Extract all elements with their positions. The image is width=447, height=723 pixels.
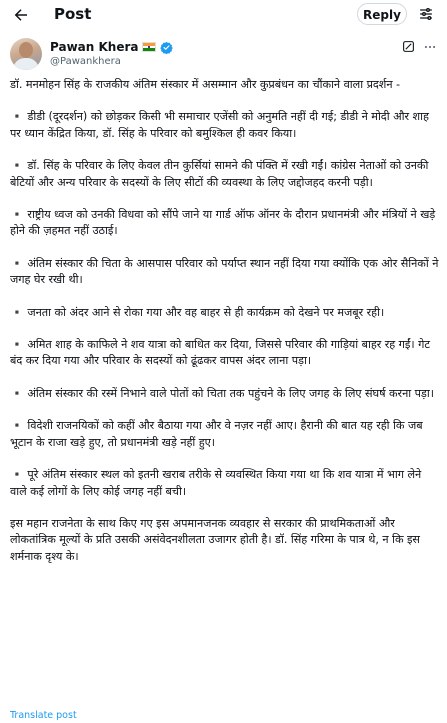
translate-post-link[interactable]: Translate post [10,710,77,721]
post-paragraph: ▪️ जनता को अंदर आने से रोका गया और वह बाहर से ही कार्यक्रम को देखने पर मजबूर रही। [10,305,385,319]
india-flag-icon [142,42,156,52]
sliders-icon[interactable] [418,6,434,22]
arrow-left-icon[interactable] [12,6,30,24]
post-paragraph: ▪️ विदेशी राजनयिकों को कहीं और बैठाया गया और वे नज़र नहीं आए। हैरानी की बात यह रही कि जब भूटान के राजा खड़े हुए, तो प्रधानमंत्री खड़े नहीं हुए। [10,419,427,449]
author-name-row [50,39,173,55]
post-paragraph: ▪️ डॉ. सिंह के परिवार के लिए केवल तीन कुर्सियां सामने की पंक्ति में रखी गईं। कांग्रेस नेताओं को उनकी बेटियों और अन्य परिवार के सदस्यों के लिए सीटों की व्यवस्था के लिए जद्दोजहद करनी पड़ी। [10,159,432,189]
post-text [10,77,440,565]
grok-icon[interactable] [402,40,415,53]
verified-icon[interactable] [160,41,173,54]
post-paragraph: ▪️ पूरे अंतिम संस्कार स्थल को इतनी खराब तरीके से व्यवस्थित किया गया था कि शव यात्रा में भाग लेने वाले कई लोगों के लिए कोई जगह नहीं बची। [10,468,425,498]
reply-button[interactable]: Reply [357,3,407,25]
post-paragraph: ▪️ अंतिम संस्कार की रस्में निभाने वाले पोतों को चिता तक पहुंचने के लिए जगह के लिए संघर्ष करना पड़ा। [10,386,434,400]
post-paragraph: ▪️ डीडी (दूरदर्शन) को छोड़कर किसी भी समाचार एजेंसी को अनुमति नहीं दी गई; डीडी ने मोदी और शाह पर ध्यान केंद्रित किया, डॉ. सिंह के परिवार को बमुश्किल ही कवर किया। [10,110,433,140]
author-display-name[interactable]: Pawan Khera [50,40,139,54]
post-paragraph: ▪️ राष्ट्रीय ध्वज को उनकी विधवा को सौंपे जाने या गार्ड ऑफ ऑनर के दौरान प्रधानमंत्री और मंत्रियों ने खड़े होने की ज़हमत नहीं उठाई। [10,208,439,238]
post-paragraph: ▪️ अमित शाह के काफिले ने शव यात्रा को बाधित कर दिया, जिससे परिवार की गाड़ियां बाहर रह गईं। गेट बंद कर दिया गया और परिवार के सदस्यों को ढूंढकर वापस अंदर लाना पड़ा। [10,338,434,368]
post-author-header [0,34,447,74]
page-title: Post [54,5,92,23]
post-paragraph: इस महान राजनेता के साथ किए गए इस अपमानजनक व्यवहार से सरकार की प्राथमिकताओं और लोकतांत्रिक मूल्यों के प्रति उसकी असंवेदनशीलता उजागर होती है। डॉ. सिंह गरिमा के पात्र थे, न कि इस शर्मनाक दृश्य के। [10,516,424,563]
author-handle[interactable]: @Pawankhera [50,56,121,67]
post-paragraph: डॉ. मनमोहन सिंह के राजकीय अंतिम संस्कार में असम्मान और कुप्रबंधन का चौंकाने वाला प्रदर्शन - [10,78,401,91]
more-icon[interactable] [422,40,438,54]
avatar[interactable] [10,38,42,70]
post-paragraph: ▪️ अंतिम संस्कार की चिता के आसपास परिवार को पर्याप्त स्थान नहीं दिया गया क्योंकि एक ओर सैनिकों ने जगह घेर रखी थी। [10,256,442,287]
top-bar [0,0,447,30]
